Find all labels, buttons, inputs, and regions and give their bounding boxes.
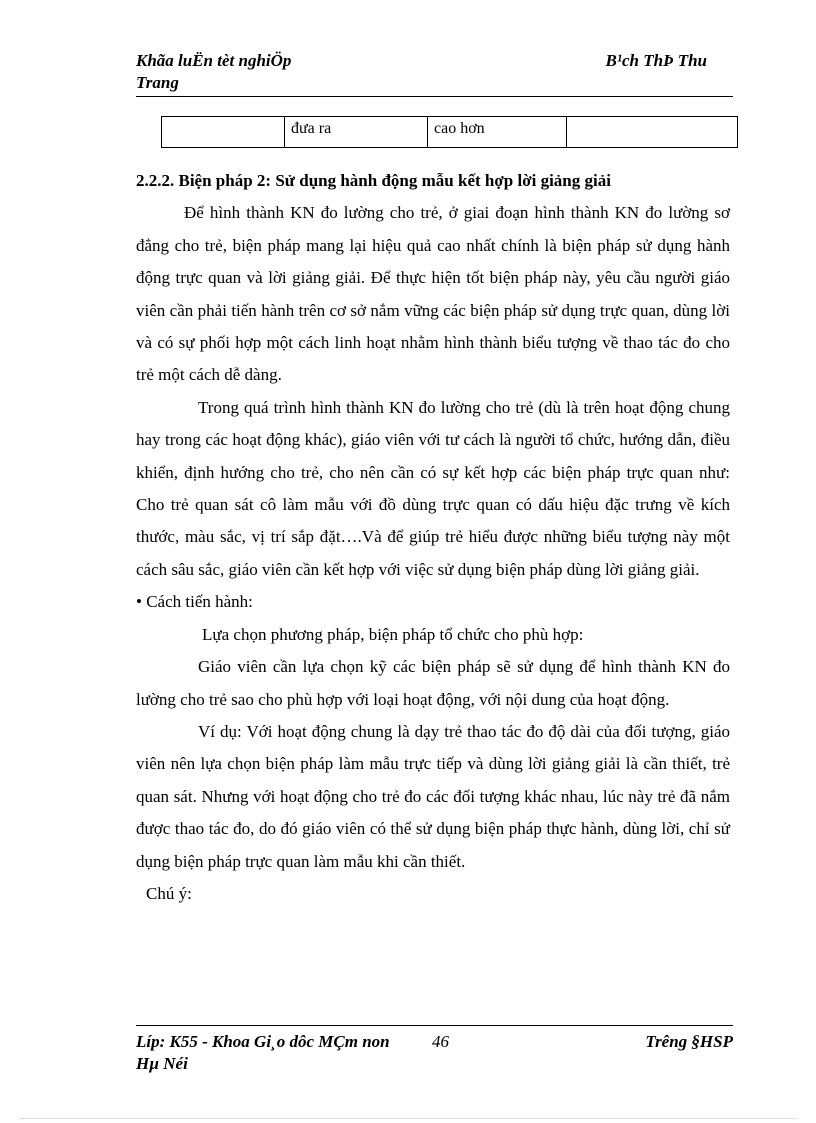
footer-university: Trêng §HSP: [645, 1032, 733, 1051]
header-thesis-title: Khãa luËn tèt nghiÖp: [136, 51, 292, 70]
page-header: [136, 50, 733, 94]
page-footer: [136, 1031, 733, 1075]
table-fragment: [161, 116, 738, 148]
footer-class-info: Líp: K55 - Khoa Gi¸o dôc MÇm non: [136, 1032, 390, 1051]
footer-divider: [136, 1025, 733, 1026]
paragraph: Ví dụ: Với hoạt động chung là dạy trẻ thao tác đo độ dài của đối tượng, giáo viên nên lựa chọn biện pháp làm mẫu trực tiếp và dùng lời giảng giải là cần thiết, trẻ quan sát. Nhưng với hoạt động cho trẻ đo các đối tượng khác nhau, lúc này trẻ đã nắm được thao tác đo, do đó giáo viên có thể sử dụng biện pháp thực hành, dùng lời, chỉ sử dụng biện pháp trực quan làm mẫu khi cần thiết.: [136, 721, 730, 871]
sub-heading: Lựa chọn phương pháp, biện pháp tổ chức cho phù hợp:: [202, 624, 584, 644]
document-body: [136, 165, 730, 910]
page-number: 46: [432, 1032, 449, 1051]
table-cell: [567, 117, 738, 148]
table-row: [162, 117, 738, 148]
header-author: B¹ch ThÞ Thu: [605, 51, 707, 70]
page-edge-divider: [20, 1118, 796, 1119]
section-heading: 2.2.2. Biện pháp 2: Sử dụng hành động mẫu kết hợp lời giảng giải: [136, 171, 611, 190]
footer-city: Hµ Néi: [136, 1054, 188, 1073]
header-divider: [136, 96, 733, 97]
bullet-item: • Cách tiến hành:: [136, 592, 253, 612]
paragraph: Giáo viên cần lựa chọn kỹ các biện pháp sẽ sử dụng để hình thành KN đo lường cho trẻ sao cho phù hợp với loại hoạt động, với nội dung của hoạt động.: [136, 657, 730, 709]
table-cell: [162, 117, 285, 148]
table-cell: cao hơn: [428, 117, 567, 148]
note-label: Chú ý:: [146, 883, 192, 903]
paragraph: Trong quá trình hình thành KN đo lường cho trẻ (dù là trên hoạt động chung hay trong các hoạt động khác), giáo viên với tư cách là người tổ chức, hướng dẫn, điều khiển, định hướng cho trẻ, cho nên cần có sự kết hợp các biện pháp trực quan như: Cho trẻ quan sát cô làm mẫu với đồ dùng trực quan có dấu hiệu đặc trưng về kích thước, màu sắc, vị trí sắp đặt….Và để giúp trẻ hiểu được những biểu tượng này một cách sâu sắc, giáo viên cần kết hợp với việc sử dụng biện pháp dùng lời giảng giải.: [136, 397, 730, 579]
paragraph: Để hình thành KN đo lường cho trẻ, ở giai đoạn hình thành KN đo lường sơ đẳng cho trẻ, biện pháp mang lại hiệu quả cao nhất chính là biện pháp sử dụng hành động trực quan và lời giảng giải. Để thực hiện tốt biện pháp này, yêu cầu người giáo viên cần phải tiến hành trên cơ sở nắm vững các biện pháp sử dụng trực quan, dùng lời và có sự phối hợp một cách linh hoạt nhằm hình thành biểu tượng về thao tác đo cho trẻ một cách dễ dàng.: [136, 203, 730, 385]
table-cell: đưa ra: [285, 117, 428, 148]
header-author-continued: Trang: [136, 73, 179, 92]
